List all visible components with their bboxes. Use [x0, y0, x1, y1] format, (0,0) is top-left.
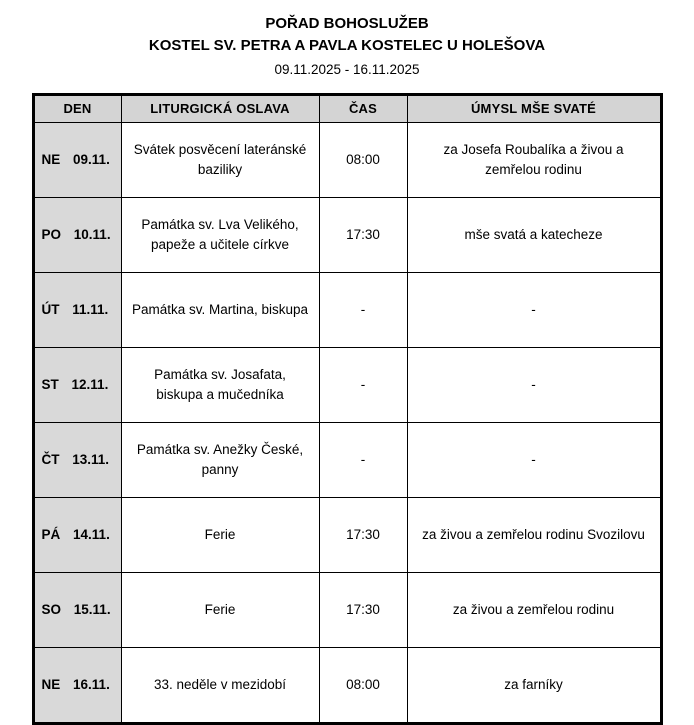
- intention-cell: -: [407, 347, 661, 422]
- intention-cell: -: [407, 422, 661, 497]
- intention-cell: mše svatá a katecheze: [407, 197, 661, 272]
- column-header-intention: ÚMYSL MŠE SVATÉ: [407, 94, 661, 122]
- day-abbr: SO: [41, 601, 62, 617]
- day-cell: [33, 572, 121, 647]
- day-abbr: ČT: [41, 451, 60, 467]
- time-cell: 17:30: [319, 497, 407, 572]
- table-row: [33, 497, 661, 572]
- day-date: 09.11.: [73, 151, 110, 167]
- day-cell: [33, 347, 121, 422]
- day-abbr: PÁ: [41, 526, 61, 542]
- celebration-cell: Památka sv. Anežky České, panny: [121, 422, 319, 497]
- celebration-cell: Památka sv. Josafata, biskupa a mučedníka: [121, 347, 319, 422]
- day-cell: [33, 197, 121, 272]
- time-cell: 17:30: [319, 572, 407, 647]
- day-abbr: NE: [41, 151, 61, 167]
- day-date: 15.11.: [73, 601, 111, 617]
- day-abbr: NE: [41, 676, 61, 692]
- day-cell: [33, 647, 121, 723]
- table-row: [33, 572, 661, 647]
- day-date: 10.11.: [73, 226, 111, 242]
- day-abbr: PO: [41, 226, 62, 242]
- day-cell: [33, 122, 121, 197]
- time-cell: -: [319, 272, 407, 347]
- day-date: 14.11.: [73, 526, 110, 542]
- time-cell: 08:00: [319, 647, 407, 723]
- table-row: [33, 347, 661, 422]
- date-range: 09.11.2025 - 16.11.2025: [274, 61, 420, 77]
- page-subtitle: KOSTEL SV. PETRA A PAVLA KOSTELEC U HOLEŠOVA: [148, 37, 546, 55]
- day-cell: [33, 272, 121, 347]
- table-row: [33, 647, 661, 723]
- time-cell: 08:00: [319, 122, 407, 197]
- intention-cell: za živou a zemřelou rodinu Svozilovu: [407, 497, 661, 572]
- day-abbr: ÚT: [41, 301, 60, 317]
- table-row: [33, 272, 661, 347]
- time-cell: -: [319, 347, 407, 422]
- day-date: 12.11.: [71, 376, 109, 392]
- celebration-cell: Svátek posvěcení lateránské baziliky: [121, 122, 319, 197]
- table-header: [33, 94, 661, 122]
- table-body: [33, 122, 661, 723]
- table-row: [33, 422, 661, 497]
- day-cell: [33, 497, 121, 572]
- celebration-cell: Ferie: [121, 497, 319, 572]
- day-abbr: ST: [41, 376, 59, 392]
- celebration-cell: Památka sv. Lva Velikého, papeže a učitele církve: [121, 197, 319, 272]
- document-header: [0, 14, 694, 79]
- column-header-day: DEN: [33, 94, 121, 122]
- service-schedule-table: [32, 93, 663, 725]
- intention-cell: za farníky: [407, 647, 661, 723]
- table-row: [33, 122, 661, 197]
- celebration-cell: Památka sv. Martina, biskupa: [121, 272, 319, 347]
- time-cell: -: [319, 422, 407, 497]
- intention-cell: za živou a zemřelou rodinu: [407, 572, 661, 647]
- day-date: 11.11.: [72, 301, 109, 317]
- day-date: 16.11.: [73, 676, 110, 692]
- day-date: 13.11.: [72, 451, 110, 467]
- column-header-celebration: LITURGICKÁ OSLAVA: [121, 94, 319, 122]
- celebration-cell: 33. neděle v mezidobí: [121, 647, 319, 723]
- table-header-row: [33, 94, 661, 122]
- intention-cell: -: [407, 272, 661, 347]
- page-title: POŘAD BOHOSLUŽEB: [265, 15, 429, 32]
- table-row: [33, 197, 661, 272]
- column-header-time: ČAS: [319, 94, 407, 122]
- day-cell: [33, 422, 121, 497]
- intention-cell: za Josefa Roubalíka a živou a zemřelou rodinu: [407, 122, 661, 197]
- celebration-cell: Ferie: [121, 572, 319, 647]
- time-cell: 17:30: [319, 197, 407, 272]
